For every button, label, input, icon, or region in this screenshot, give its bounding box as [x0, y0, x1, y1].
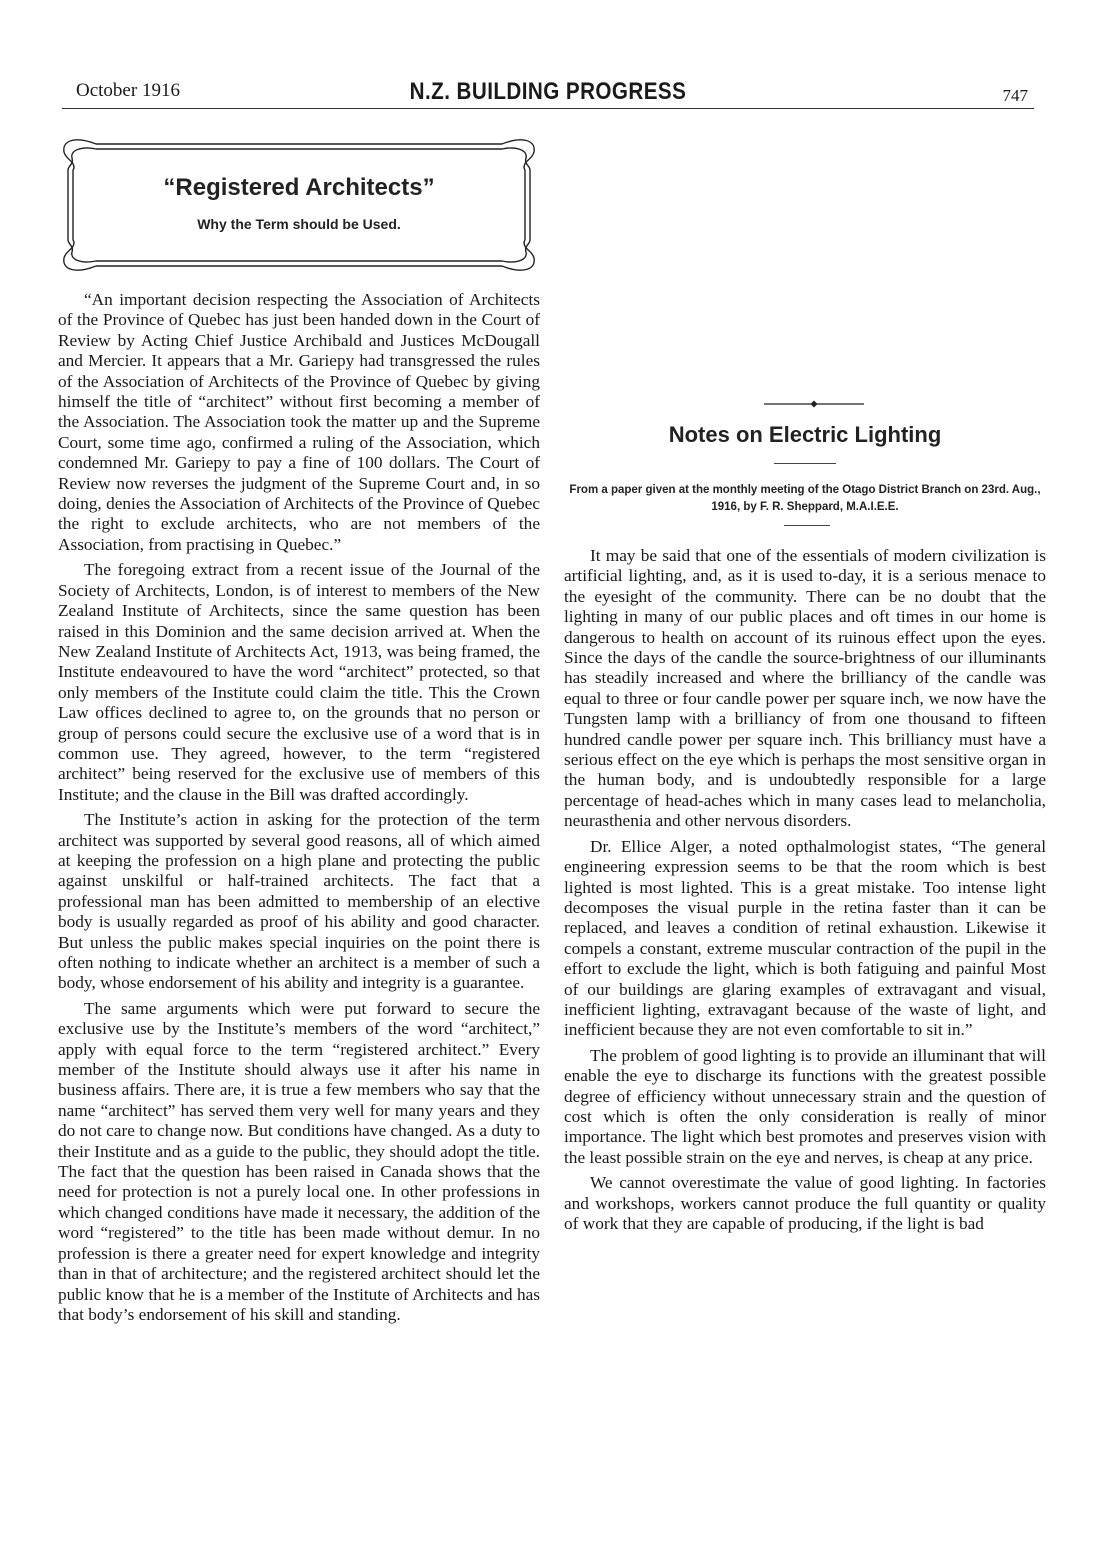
page-number: 747: [1002, 86, 1028, 105]
publication-title: N.Z. BUILDING PROGRESS: [409, 78, 687, 105]
right-column: [564, 546, 1046, 1239]
article2-paragraph: Dr. Ellice Alger, a noted opthalmologist states, “The general engineering expression seems to be that the room which is best lighted is most lighted. This is a great mistake. Too intense light decomposes the visual purple in the retina faster than it can be replaced, and leaves a condition of retinal exhaustion. Likewise it compels a constant, extreme muscular contraction of the pupil in the effort to exclude the light, which is both fatiguing and painful Most of our buildings are glaring examples of extravagant and visual, inefficient lighting, extravagant because of the waste of light, and inefficient because they are not even comfortable to sit in.”: [564, 836, 1046, 1040]
article1-paragraph: The Institute’s action in asking for the protection of the term architect was supported by several good reasons, all of which aimed at keeping the profession on a high plane and protecting the public against unskilful or half-trained architects. The fact that a professional man has been admitted to membership of an elective body is usually regarded as proof of his ability and good character. But unless the public makes special inquiries on the point there is often nothing to indicate whether an architect is a member of such a body, whose endorsement of his ability and integrity is a guarantee.: [58, 810, 540, 993]
issue-date: October 1916: [76, 80, 180, 101]
article2-paragraph: It may be said that one of the essentials of modern civilization is artificial lighting, and, as it is used to-day, it is a serious menace to the eyesight of the community. There can be no doubt that the lighting in many of our public places and oft times in our home is dangerous to health on account of its ruinous effect upon the eyes. Since the days of the candle the source-brightness of our illuminants has steadily increased and where the brilliancy of the candle was equal to three or four candle power per square inch, we now have the Tungsten lamp with a brilliancy of from one thousand to fifteen hundred candle power per square inch. This brilliancy must have a serious effect on the eye which is perhaps the most sensitive organ in the human body, and is undoubtedly responsible for a large percentage of head-aches which in many cases lead to melancholia, neurasthenia and other nervous disorders.: [564, 546, 1046, 831]
article-title-electric-lighting: Notes on Electric Lighting: [668, 422, 942, 447]
left-column: [58, 290, 540, 1330]
article-title-frame: [58, 130, 540, 280]
title-rule: [774, 463, 836, 464]
byline-rule: [784, 525, 830, 526]
ornamental-frame-icon: [58, 130, 540, 280]
article2-paragraph: The problem of good lighting is to provide an illuminant that will enable the eye to discharge its functions with the greatest possible degree of efficiency without unnecessary strain and the question of cost which is often the only consideration is really of minor importance. The light which best promotes and preserves vision with the least possible strain on the eye and nerves, is cheap at any price.: [564, 1045, 1046, 1167]
article-subtitle: Why the Term should be Used.: [197, 216, 401, 232]
page-header: [62, 78, 1034, 110]
article1-continuation: [564, 134, 1046, 139]
article1-paragraph: “An important decision respecting the Association of Architects of the Province of Quebec has just been handed down in the Court of Review by Acting Chief Justice Archibald and Justices McDougall and Mercier. It appears that a Mr. Gariepy had transgressed the rules of the Association of Architects of the Province of Quebec by giving himself the title of “architect” without first becoming a member of the Association. The Association took the matter up and the Supreme Court, some time ago, confirmed a ruling of the Association, which condemned Mr. Gariepy to pay a fine of 100 dollars. The Court of Review now reverses the judgment of the Supreme Court and, in so doing, denies the Association of Architects of the Province of Quebec the right to exclude architects, who are not members of the Association, from practising in Quebec.”: [58, 290, 540, 554]
article-byline: From a paper given at the monthly meeting of the Otago District Branch on 23rd. Aug., 1916, by F. R. Sheppard, M.A.I.E.E.: [569, 484, 1041, 513]
article2-paragraph: We cannot overestimate the value of good lighting. In factories and workshops, workers cannot produce the full quantity or quality of work that they are capable of producing, if the light is bad: [564, 1173, 1046, 1233]
article-title-registered-architects: “Registered Architects”: [163, 174, 435, 201]
header-rule: [62, 108, 1034, 109]
section-divider-icon: [764, 400, 864, 408]
article1-paragraph: The same arguments which were put forward to secure the exclusive use by the Institute’s members of the word “architect,” apply with equal force to the term “registered architect.” Every member of the Institute should always use it after his name in business affairs. There are, it is true a few members who say that the name “architect” has served them very well for many years and they do not care to change now. But conditions have changed. As a duty to their Institute and as a guide to the public, they should adopt the title. The fact that the question has been raised in Canada shows that the need for protection is not a purely local one. In other professions in which changed conditions have made it necessary, the addition of the word “registered” to the title has been made without demur. In no profession is there a greater need for expert knowledge and integrity than in that of architecture; and the registered architect should let the public know that he is a member of the Institute of Architects and has that body’s endorsement of his skill and standing.: [58, 998, 540, 1324]
article1-paragraph: The foregoing extract from a recent issue of the Journal of the Society of Architects, London, is of interest to members of the New Zealand Institute of Architects, since the same question has been raised in this Dominion and the same decision arrived at. When the New Zealand Institute of Architects Act, 1913, was being framed, the Institute endeavoured to have the word “architect” protected, so that only members of the Institute could claim the title. This the Crown Law offices declined to agree to, on the grounds that no person or group of persons could secure the exclusive use of a word that is in common use. They agreed, however, to the term “registered architect” being reserved for the exclusive use of members of this Institute; and the clause in the Bill was drafted accordingly.: [58, 560, 540, 804]
